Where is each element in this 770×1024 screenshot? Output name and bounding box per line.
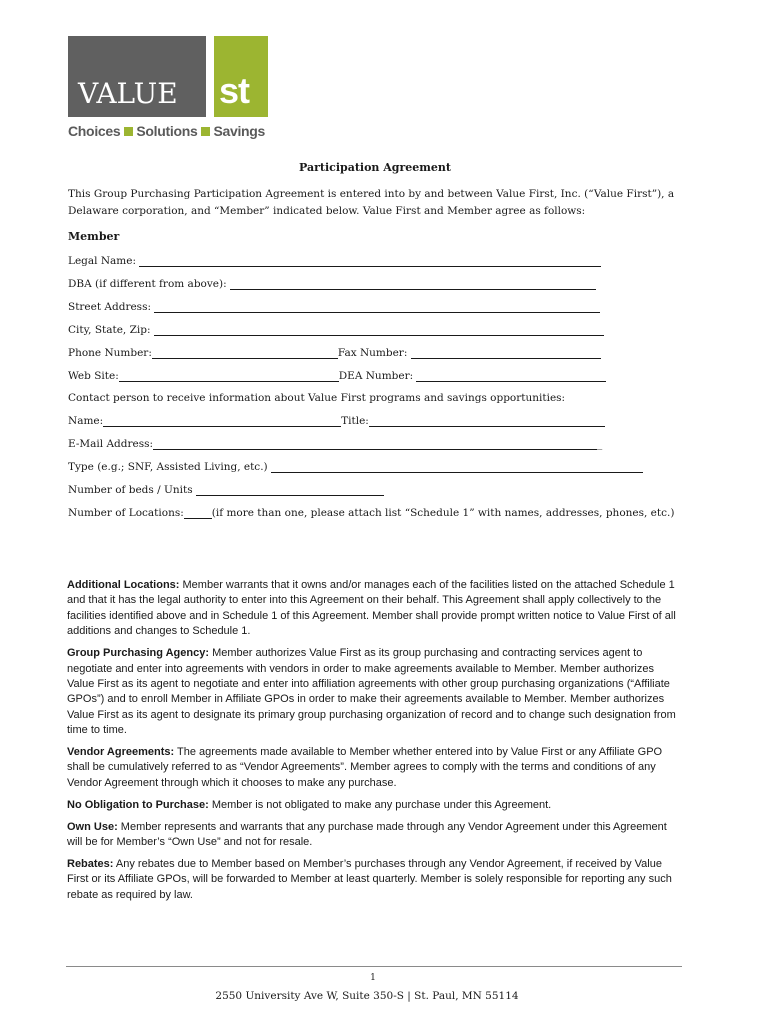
name-field[interactable] (103, 415, 341, 427)
intro-paragraph: This Group Purchasing Participation Agreement is entered into by and between Value First, Inc. (“Value First”), a Delaware corporation, and “Member” indicated below. Value First and Member agree as follows: (68, 188, 675, 217)
page-number: 1 (370, 973, 376, 983)
dba-label: DBA (if different from above): (68, 278, 227, 290)
term-body: The agreements made available to Member whether entered into by Value First or any Affiliate GPO shall be cumulatively referred to as “Vendor Agreements”. Member agrees to comply with the terms and conditions of any Vendor Agreement through which it chooses to make any purchase. (67, 746, 663, 789)
locations-label: Number of Locations: (68, 507, 184, 519)
term-heading: Group Purchasing Agency: (67, 647, 210, 660)
dea-label: DEA Number: (338, 370, 414, 382)
logo-one-stem (206, 36, 214, 117)
square-bullet-icon (201, 127, 210, 136)
phone-field[interactable] (152, 347, 338, 359)
legal-name-field[interactable] (139, 255, 601, 267)
locations-field[interactable] (184, 507, 212, 519)
name-title-row (68, 415, 605, 431)
member-heading: Member (68, 230, 120, 243)
city-row (68, 324, 604, 340)
term-body: Member is not obligated to make any purchase under this Agreement. (208, 798, 552, 811)
term-paragraph (67, 857, 677, 903)
term-body: Member represents and warrants that any purchase made through any Vendor Agreement under this Agreement will be for Member’s “Own Use” and not for resale. (67, 820, 667, 849)
email-tail: _ (597, 438, 603, 450)
term-heading: Own Use: (67, 820, 118, 833)
term-heading: Vendor Agreements: (67, 746, 175, 759)
logo-tagline (68, 123, 265, 139)
legal-name-label: Legal Name: (68, 255, 137, 267)
street-label: Street Address: (68, 301, 151, 313)
type-field[interactable] (271, 461, 643, 473)
logo-suffix: st (219, 70, 250, 111)
email-row (68, 438, 602, 454)
term-body: Member authorizes Value First as its group purchasing and contracting services agent to negotiate and enter into agreements with vendors in order to make agreements available to Member. Member authorizes Value First as its agent to negotiate and enter into affiliation agreements with other group purchasing organizations (“Affiliate GPOs”) and to enroll Member in Affiliate GPOs in order to make their agreements available to Member. Member authorizes Value First as its agent to designate its primary group purchasing organization of record and to change such designation from time to time. (67, 647, 676, 737)
beds-field[interactable] (196, 484, 384, 496)
dea-field[interactable] (416, 370, 606, 382)
term-heading: Rebates: (67, 858, 114, 870)
street-row (68, 301, 600, 317)
street-field[interactable] (154, 301, 600, 313)
term-paragraph (67, 578, 677, 640)
email-field[interactable] (153, 438, 597, 450)
legal-name-row (68, 255, 601, 271)
city-field[interactable] (154, 324, 604, 336)
web-field[interactable] (119, 370, 339, 382)
term-paragraph (67, 820, 677, 851)
name-label: Name: (68, 415, 104, 427)
city-label: City, State, Zip: (68, 324, 151, 336)
footer-address: 2550 University Ave W, Suite 350-S | St. Paul, MN 55114 (215, 990, 519, 1002)
tagline-choices: Choices (68, 123, 121, 139)
document-title: Participation Agreement (298, 161, 451, 174)
logo-one-top (198, 36, 206, 117)
term-body: Member warrants that it owns and/or manages each of the facilities listed on the attached Schedule 1 and that it has the legal authority to enter into this Agreement on their behalf. This Agreement shall apply collectively to the facilities identified above and in Schedule 1 of this Agreement. Member shall provide prompt written notice to Value First of all additions and changes to Schedule 1. (67, 579, 676, 638)
footer-divider (66, 966, 682, 967)
fax-field[interactable] (411, 347, 601, 359)
term-paragraph (67, 646, 677, 738)
beds-row (68, 484, 384, 500)
term-paragraph (67, 745, 677, 791)
phone-label: Phone Number: (68, 347, 152, 359)
term-heading: No Obligation to Purchase: (67, 798, 209, 811)
phone-fax-row (68, 347, 601, 363)
dba-field[interactable] (230, 278, 596, 290)
term-body: Any rebates due to Member based on Member’s purchases through any Vendor Agreement, if received by Value First or its Affiliate GPOs, will be forwarded to Member at least quarterly. Member is solely responsible for reporting any such rebate as required by law. (67, 858, 672, 901)
title-field[interactable] (369, 415, 605, 427)
type-row (68, 461, 643, 477)
locations-note: (if more than one, please attach list “Schedule 1” with names, addresses, phones, etc.) (211, 507, 675, 519)
logo-word: VALUE (78, 77, 178, 110)
type-label: Type (e.g.; SNF, Assisted Living, etc.) (68, 461, 268, 473)
term-heading: Additional Locations: (67, 579, 180, 591)
contact-note: Contact person to receive information about Value First programs and savings opportunities: (68, 392, 566, 404)
tagline-solutions: Solutions (136, 123, 198, 139)
beds-label: Number of beds / Units (68, 484, 193, 496)
value-first-logo (68, 36, 268, 146)
terms-section (67, 578, 677, 910)
dba-row (68, 278, 596, 294)
web-dea-row (68, 370, 606, 386)
locations-row (68, 507, 674, 523)
square-bullet-icon (124, 127, 133, 136)
fax-label: Fax Number: (337, 347, 408, 359)
tagline-savings: Savings (213, 123, 266, 139)
email-label: E-Mail Address: (68, 438, 154, 450)
term-paragraph (67, 798, 677, 813)
title-label: Title: (341, 415, 369, 427)
web-label: Web Site: (68, 370, 119, 382)
